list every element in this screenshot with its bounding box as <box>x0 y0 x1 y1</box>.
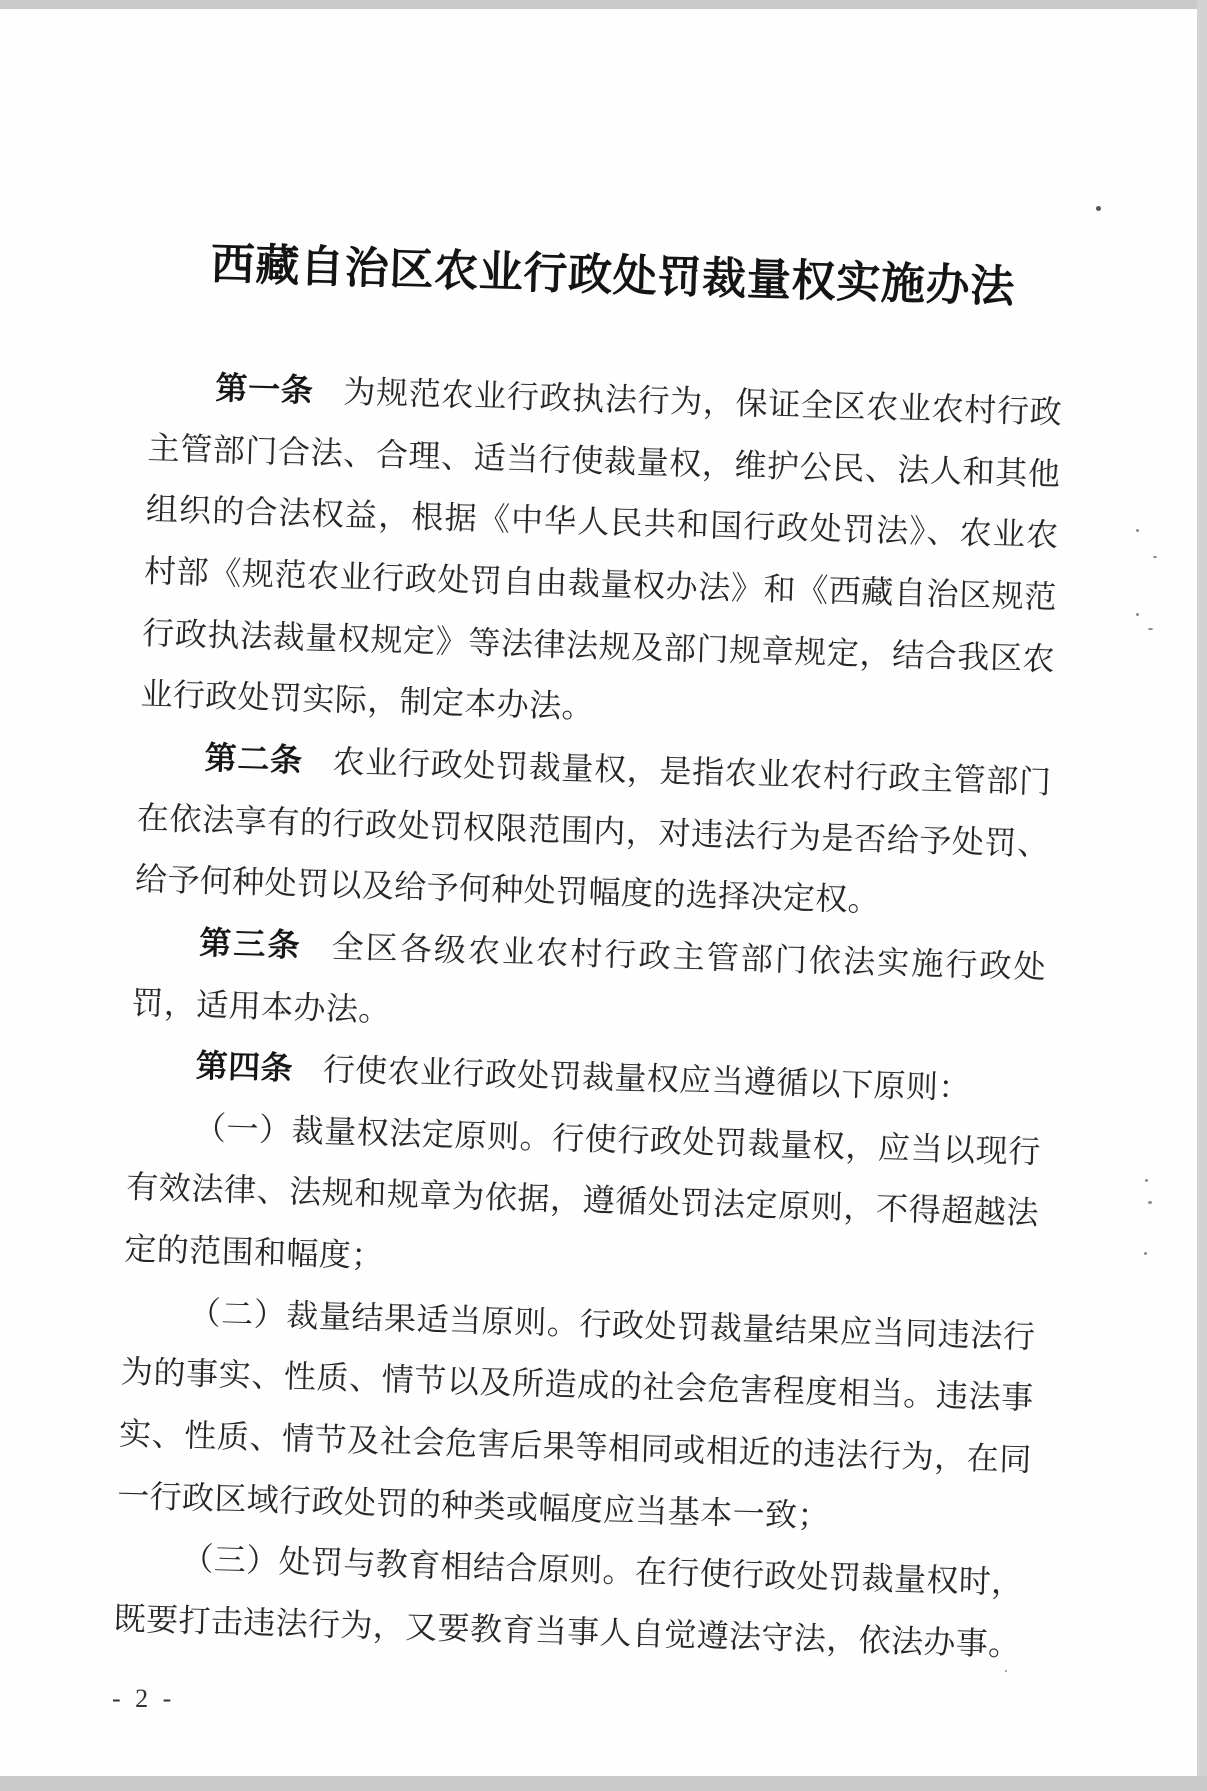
article-item-line: （二）裁量结果适当原则。行政处罚裁量结果应当同违法行 <box>188 1293 1036 1356</box>
article-line: 主管部门合法、合理、适当行使裁量权，维护公民、法人和其他 <box>147 428 1061 494</box>
document-title: 西藏自治区农业行政处罚裁量权实施办法 <box>209 238 1016 313</box>
article-text: 为规范农业行政执法行为，保证全区农业农村行政 <box>342 372 1063 432</box>
scan-speck <box>1136 529 1139 532</box>
article-text: 行使农业行政处罚裁量权应当遵循以下原则： <box>322 1050 972 1107</box>
scan-speck <box>1005 1670 1007 1672</box>
article-line: 实、性质、情节及社会危害后果等相同或相近的违法行为，在同 <box>118 1414 1033 1479</box>
article-line: 有效法律、法规和规章为依据，遵循处罚法定原则，不得超越法 <box>125 1167 1040 1232</box>
scan-speck <box>1148 628 1153 630</box>
page-number: - 2 - <box>112 1684 176 1713</box>
article-line: 为的事实、性质、情节以及所造成的社会危害程度相当。违法事 <box>120 1352 1035 1417</box>
article-line <box>138 736 1052 802</box>
scan-speck <box>1096 206 1101 211</box>
scan-border-right <box>1197 0 1207 1791</box>
article-line: 定的范围和幅度； <box>123 1229 385 1275</box>
article-line: 罚，适用本办法。 <box>131 983 392 1030</box>
article-line: 组织的合法权益，根据《中华人民共和国行政处罚法》、农业农 <box>145 489 1060 555</box>
article-line <box>129 1044 1043 1110</box>
article-label: 第二条 <box>204 738 304 780</box>
article-line: 给予何种处罚以及给予何种处罚幅度的选择决定权。 <box>134 859 881 920</box>
article-item-line: （三）处罚与教育相结合原则。在行使行政处罚裁量权时， <box>180 1539 1025 1602</box>
article-line: 业行政处罚实际，制定本办法。 <box>140 674 595 726</box>
scan-speck <box>1145 1179 1148 1182</box>
article-label: 第三条 <box>198 923 303 965</box>
scan-border-bottom <box>0 1776 1207 1791</box>
article-line <box>149 366 1063 432</box>
article-line <box>133 921 1047 987</box>
article-item-line: （一）裁量权法定原则。行使行政处罚裁量权，应当以现行 <box>193 1108 1042 1171</box>
article-line: 行政执法裁量权规定》等法律法规及部门规章规定，结合我区农 <box>141 613 1056 679</box>
scan-border-top <box>0 0 1207 9</box>
article-line: 在依法享有的行政处罚权限范围内，对违法行为是否给予处罚、 <box>136 798 1051 864</box>
scan-speck <box>1144 1252 1147 1255</box>
article-text: 农业行政处罚裁量权，是指农业农村行政主管部门 <box>332 742 1052 802</box>
scan-speck <box>1136 613 1139 616</box>
article-line: 村部《规范农业行政处罚自由裁量权办法》和《西藏自治区规范 <box>143 551 1058 617</box>
article-text: 全区各级农业农村行政主管部门依法实施行政处 <box>331 927 1047 987</box>
article-line: 一行政区域行政处罚的种类或幅度应当基本一致； <box>116 1476 831 1536</box>
document-body <box>70 226 1071 1673</box>
article-label: 第四条 <box>195 1046 294 1088</box>
article-line: 既要打击违法行为，又要教育当事人自觉遵法守法，依法办事。 <box>113 1599 1022 1664</box>
scan-speck <box>1148 1201 1152 1204</box>
article-label: 第一条 <box>214 368 315 410</box>
scan-speck <box>1153 556 1157 558</box>
